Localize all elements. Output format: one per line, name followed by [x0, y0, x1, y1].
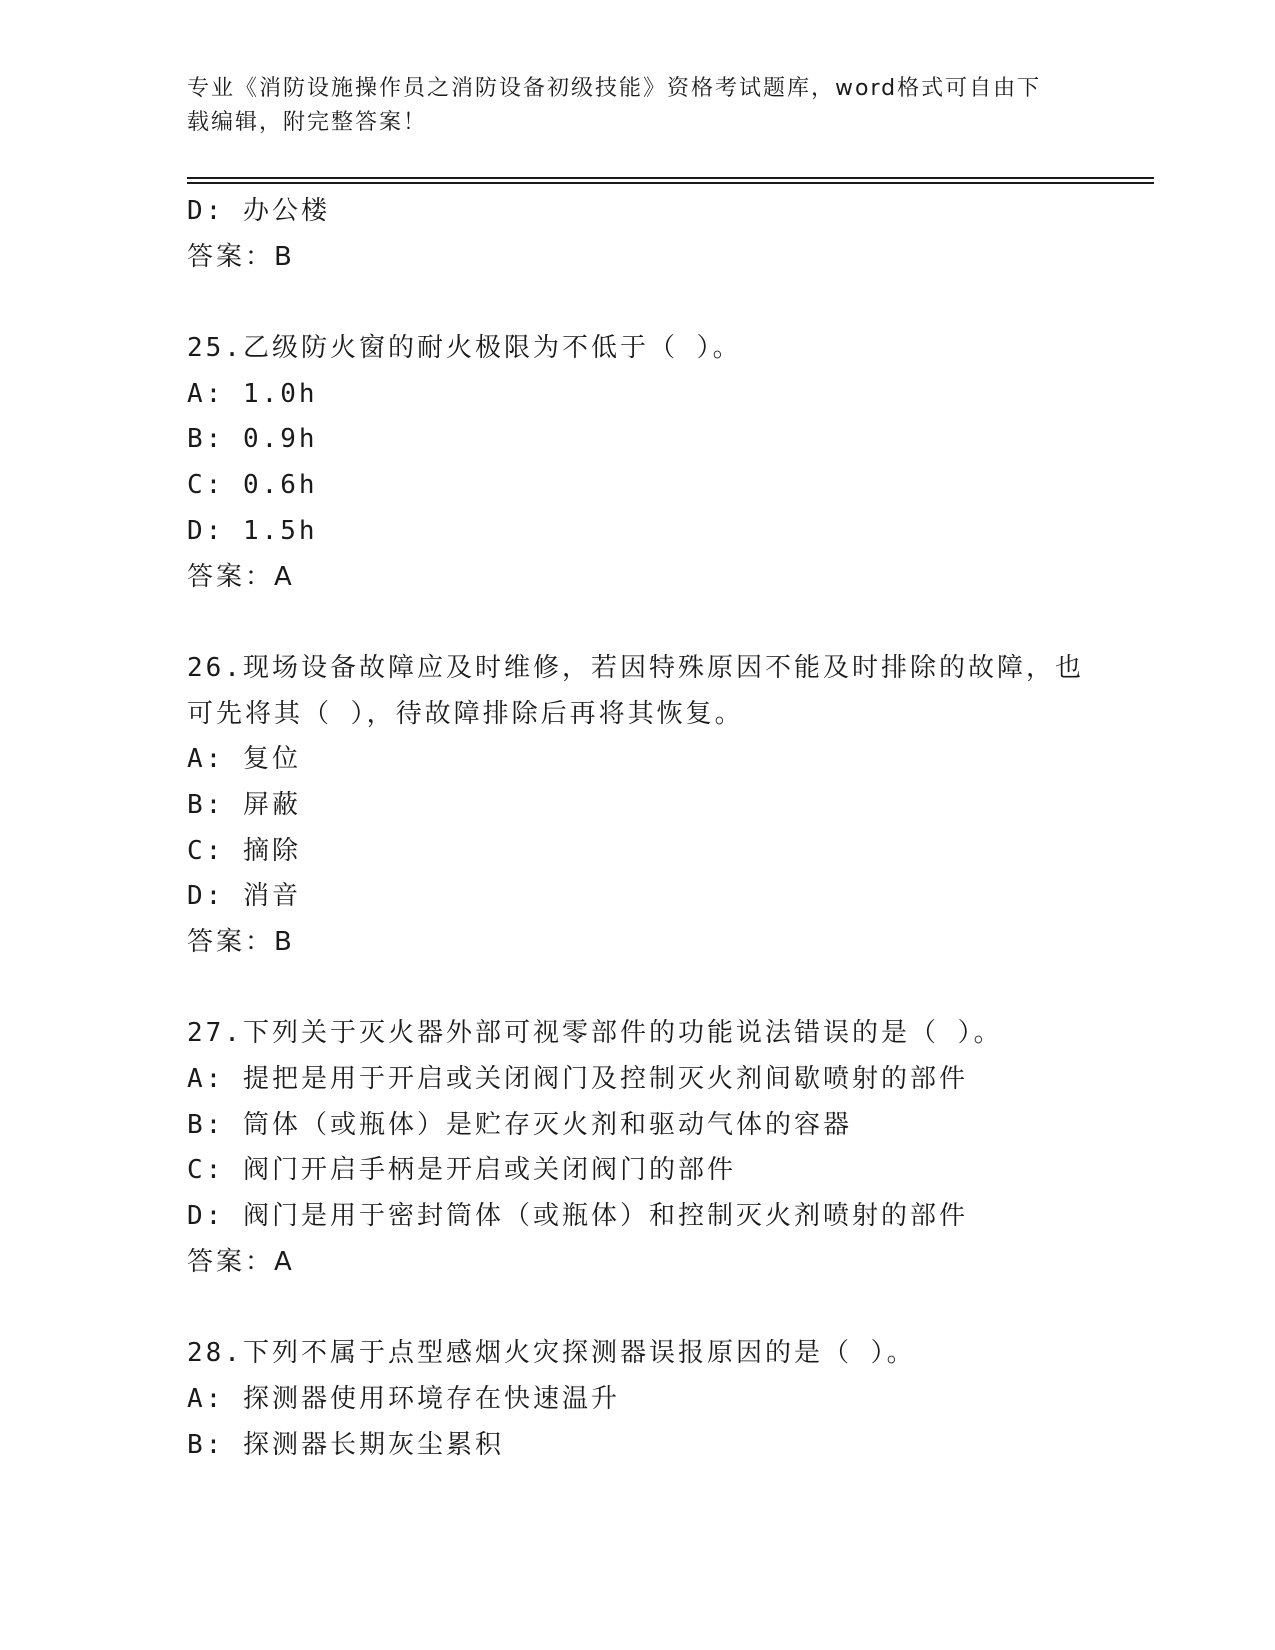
- header-divider-top: [187, 177, 1154, 179]
- option-d: D: 1.5h: [187, 515, 318, 546]
- option-a: A: 复位: [187, 744, 301, 775]
- spacer: [187, 1286, 1154, 1332]
- option-b: B: 探测器长期灰尘累积: [187, 1429, 504, 1460]
- option-a: A: 提把是用于开启或关闭阀门及控制灭火剂间歇喷射的部件: [187, 1064, 968, 1095]
- question-stem-continued: 可先将其（ ），待故障排除后再将其恢复。: [187, 698, 744, 729]
- option-d: D: 消音: [187, 881, 301, 912]
- option-a: A: 探测器使用环境存在快速温升: [187, 1383, 620, 1414]
- question-stem: 26.现场设备故障应及时维修，若因特殊原因不能及时排除的故障，也: [187, 652, 1084, 683]
- spacer: [187, 600, 1154, 646]
- answer: 答案：A: [187, 561, 295, 592]
- option-b: B: 屏蔽: [187, 789, 301, 820]
- answer: 答案：B: [187, 241, 295, 272]
- answer: 答案：B: [187, 927, 295, 957]
- option-b: B: 筒体（或瓶体）是贮存灭火剂和驱动气体的容器: [187, 1109, 852, 1140]
- option-a: A: 1.0h: [187, 378, 318, 409]
- question-stem: 27.下列关于灭火器外部可视零部件的功能说法错误的是（ ）。: [187, 1018, 1003, 1049]
- option-c: C: 阀门开启手柄是开启或关闭阀门的部件: [187, 1155, 736, 1186]
- answer: 答案：A: [187, 1246, 295, 1277]
- question-stem: 25.乙级防火窗的耐火极限为不低于（ ）。: [187, 333, 742, 364]
- option-b: B: 0.9h: [187, 424, 318, 455]
- header-divider-bottom: [187, 182, 1154, 184]
- spacer: [187, 966, 1154, 1012]
- question-stem: 28.下列不属于点型感烟火灾探测器误报原因的是（ ）。: [187, 1338, 916, 1369]
- option-c: C: 摘除: [187, 835, 301, 866]
- question-list: [187, 189, 1154, 1468]
- spacer: [187, 280, 1154, 326]
- header-line-1: 专业《消防设施操作员之消防设备初级技能》资格考试题库，word格式可自由下: [187, 76, 1042, 101]
- document-header: [187, 72, 1087, 140]
- option-c: C: 0.6h: [187, 470, 318, 501]
- option-d: D: 阀门是用于密封筒体（或瓶体）和控制灭火剂喷射的部件: [187, 1201, 968, 1232]
- option-d: D: 办公楼: [187, 196, 330, 226]
- header-line-2: 载编辑，附完整答案！: [187, 110, 428, 135]
